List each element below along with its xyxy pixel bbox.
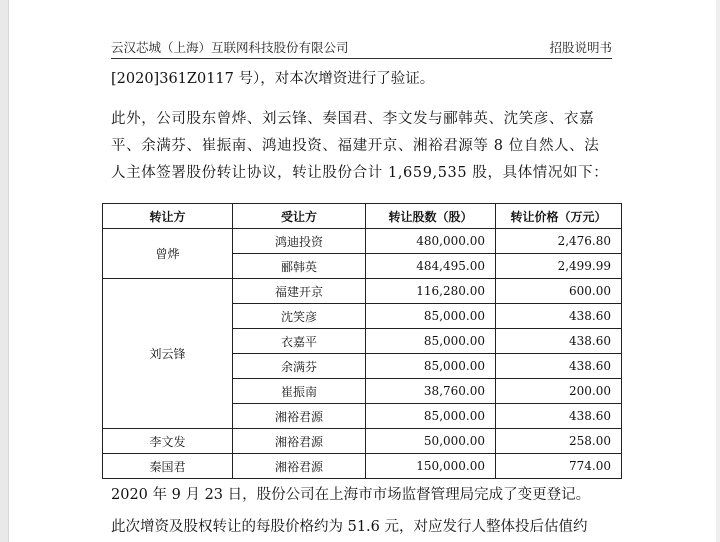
transferee-cell: 湘裕君源	[233, 404, 366, 429]
shares-cell: 480,000.00	[366, 229, 496, 254]
price-cell: 2,476.80	[496, 229, 622, 254]
transferee-cell: 福建开京	[233, 279, 366, 304]
paragraph-share-transfer: 此外，公司股东曾烨、刘云锋、奏国君、李文发与郦韩英、沈笑彦、衣嘉平、余满芬、崔振南、鸿迪投资、福建开京、湘裕君源等 8 位自然人、法人主体签署股份转让协议，转让股份合计 1,659,535 股，具体情况如下：	[111, 111, 609, 181]
price-cell: 600.00	[496, 279, 622, 304]
share-transfer-table	[102, 203, 622, 479]
table-row	[103, 229, 622, 254]
price-cell: 200.00	[496, 379, 622, 404]
page-right-edge	[716, 0, 720, 542]
transferor-cell: 李文发	[103, 429, 233, 454]
shares-cell: 85,000.00	[366, 354, 496, 379]
column-header-shares: 转让股数（股）	[366, 204, 496, 229]
transferee-cell: 鸿迪投资	[233, 229, 366, 254]
transferee-cell: 湘裕君源	[233, 454, 366, 479]
shares-cell: 50,000.00	[366, 429, 496, 454]
shares-cell: 38,760.00	[366, 379, 496, 404]
transferor-cell: 刘云锋	[103, 279, 233, 429]
shares-cell: 484,495.00	[366, 254, 496, 279]
price-cell: 774.00	[496, 454, 622, 479]
transferor-cell: 曾烨	[103, 229, 233, 279]
price-cell: 438.60	[496, 354, 622, 379]
column-header-transferee: 受让方	[233, 204, 366, 229]
page-header	[111, 38, 612, 58]
paragraph-valuation: 此次增资及股权转让的每股价格约为 51.6 元，对应发行人整体投后估值约	[111, 519, 588, 535]
header-divider	[111, 58, 612, 59]
table-header-row	[103, 204, 622, 229]
price-cell: 438.60	[496, 329, 622, 354]
paragraph-verification: [2020]361Z0117 号），对本次增资进行了验证。	[111, 71, 435, 87]
price-cell: 438.60	[496, 404, 622, 429]
shares-cell: 116,280.00	[366, 279, 496, 304]
transferee-cell: 余满芬	[233, 354, 366, 379]
transferee-cell: 郦韩英	[233, 254, 366, 279]
shares-cell: 85,000.00	[366, 304, 496, 329]
shares-cell: 150,000.00	[366, 454, 496, 479]
page-left-edge	[0, 0, 9, 542]
transferee-cell: 湘裕君源	[233, 429, 366, 454]
price-cell: 438.60	[496, 304, 622, 329]
shares-cell: 85,000.00	[366, 329, 496, 354]
transferee-cell: 衣嘉平	[233, 329, 366, 354]
paragraph-registration: 2020 年 9 月 23 日，股份公司在上海市市场监督管理局完成了变更登记。	[111, 487, 591, 503]
transferee-cell: 崔振南	[233, 379, 366, 404]
table-row	[103, 454, 622, 479]
table-row	[103, 429, 622, 454]
column-header-transferor: 转让方	[103, 204, 233, 229]
price-cell: 2,499.99	[496, 254, 622, 279]
transferee-cell: 沈笑彦	[233, 304, 366, 329]
price-cell: 258.00	[496, 429, 622, 454]
table-row	[103, 279, 622, 304]
header-document-type: 招股说明书	[549, 40, 612, 55]
shares-cell: 85,000.00	[366, 404, 496, 429]
header-company-name: 云汉芯城（上海）互联网科技股份有限公司	[111, 40, 349, 55]
column-header-price: 转让价格（万元）	[496, 204, 622, 229]
transferor-cell: 秦国君	[103, 454, 233, 479]
